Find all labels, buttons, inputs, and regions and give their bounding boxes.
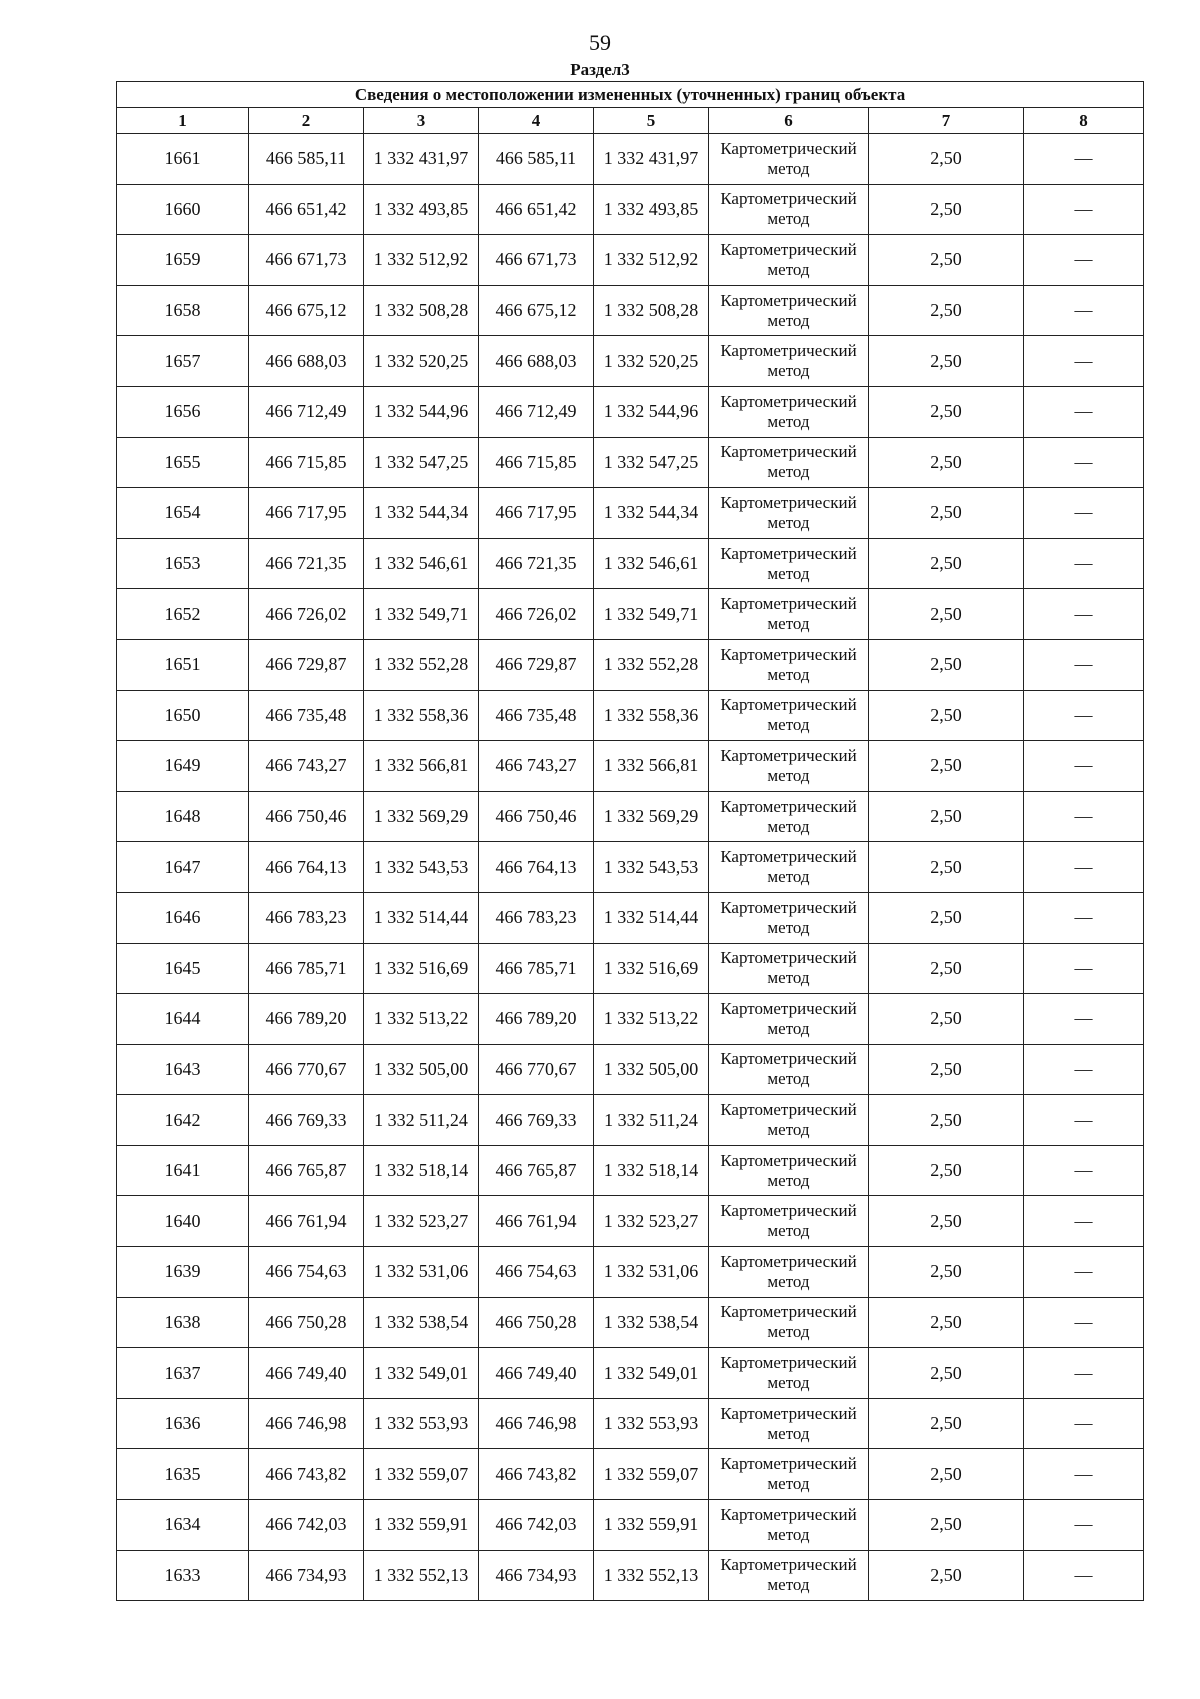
x-existing-cell: 466 726,02 <box>249 589 364 640</box>
table-row <box>117 1196 1144 1247</box>
x-existing-cell: 466 749,40 <box>249 1348 364 1399</box>
y-existing-cell: 1 332 549,01 <box>364 1348 479 1399</box>
y-new-cell: 1 332 559,07 <box>594 1449 709 1500</box>
x-new-cell: 466 785,71 <box>479 943 594 994</box>
table-row <box>117 386 1144 437</box>
table-row <box>117 1550 1144 1601</box>
x-existing-cell: 466 717,95 <box>249 488 364 539</box>
table-row <box>117 1500 1144 1551</box>
description-cell: — <box>1024 1398 1144 1449</box>
column-number: 1 <box>117 108 249 134</box>
accuracy-cell: 2,50 <box>869 1348 1024 1399</box>
x-existing-cell: 466 729,87 <box>249 639 364 690</box>
y-new-cell: 1 332 505,00 <box>594 1044 709 1095</box>
method-cell: Картометрический метод <box>709 285 869 336</box>
point-number-cell: 1656 <box>117 386 249 437</box>
x-new-cell: 466 742,03 <box>479 1500 594 1551</box>
description-cell: — <box>1024 589 1144 640</box>
x-new-cell: 466 671,73 <box>479 235 594 286</box>
table-row <box>117 1348 1144 1399</box>
x-new-cell: 466 754,63 <box>479 1247 594 1298</box>
point-number-cell: 1634 <box>117 1500 249 1551</box>
point-number-cell: 1644 <box>117 994 249 1045</box>
y-existing-cell: 1 332 558,36 <box>364 690 479 741</box>
accuracy-cell: 2,50 <box>869 943 1024 994</box>
point-number-cell: 1657 <box>117 336 249 387</box>
accuracy-cell: 2,50 <box>869 1398 1024 1449</box>
table-row <box>117 336 1144 387</box>
y-existing-cell: 1 332 513,22 <box>364 994 479 1045</box>
x-existing-cell: 466 769,33 <box>249 1095 364 1146</box>
method-cell: Картометрический метод <box>709 1449 869 1500</box>
accuracy-cell: 2,50 <box>869 1044 1024 1095</box>
y-existing-cell: 1 332 549,71 <box>364 589 479 640</box>
table-row <box>117 285 1144 336</box>
y-new-cell: 1 332 508,28 <box>594 285 709 336</box>
x-existing-cell: 466 675,12 <box>249 285 364 336</box>
accuracy-cell: 2,50 <box>869 1297 1024 1348</box>
table-row <box>117 1297 1144 1348</box>
point-number-cell: 1646 <box>117 892 249 943</box>
x-new-cell: 466 750,46 <box>479 791 594 842</box>
y-new-cell: 1 332 547,25 <box>594 437 709 488</box>
y-existing-cell: 1 332 559,07 <box>364 1449 479 1500</box>
y-new-cell: 1 332 511,24 <box>594 1095 709 1146</box>
method-cell: Картометрический метод <box>709 386 869 437</box>
accuracy-cell: 2,50 <box>869 437 1024 488</box>
y-existing-cell: 1 332 493,85 <box>364 184 479 235</box>
x-existing-cell: 466 783,23 <box>249 892 364 943</box>
table-row <box>117 589 1144 640</box>
method-cell: Картометрический метод <box>709 892 869 943</box>
y-new-cell: 1 332 513,22 <box>594 994 709 1045</box>
point-number-cell: 1642 <box>117 1095 249 1146</box>
y-existing-cell: 1 332 566,81 <box>364 741 479 792</box>
y-new-cell: 1 332 538,54 <box>594 1297 709 1348</box>
column-number: 5 <box>594 108 709 134</box>
y-existing-cell: 1 332 516,69 <box>364 943 479 994</box>
accuracy-cell: 2,50 <box>869 184 1024 235</box>
y-existing-cell: 1 332 559,91 <box>364 1500 479 1551</box>
y-new-cell: 1 332 523,27 <box>594 1196 709 1247</box>
x-existing-cell: 466 789,20 <box>249 994 364 1045</box>
x-existing-cell: 466 754,63 <box>249 1247 364 1298</box>
y-existing-cell: 1 332 547,25 <box>364 437 479 488</box>
method-cell: Картометрический метод <box>709 994 869 1045</box>
y-new-cell: 1 332 553,93 <box>594 1398 709 1449</box>
y-existing-cell: 1 332 552,13 <box>364 1550 479 1601</box>
accuracy-cell: 2,50 <box>869 842 1024 893</box>
method-cell: Картометрический метод <box>709 1348 869 1399</box>
table-row <box>117 134 1144 185</box>
table-row <box>117 1095 1144 1146</box>
table-row <box>117 538 1144 589</box>
x-new-cell: 466 729,87 <box>479 639 594 690</box>
table-row <box>117 690 1144 741</box>
accuracy-cell: 2,50 <box>869 1095 1024 1146</box>
table-row <box>117 1145 1144 1196</box>
description-cell: — <box>1024 336 1144 387</box>
x-new-cell: 466 717,95 <box>479 488 594 539</box>
y-new-cell: 1 332 493,85 <box>594 184 709 235</box>
y-existing-cell: 1 332 431,97 <box>364 134 479 185</box>
table-row <box>117 184 1144 235</box>
y-existing-cell: 1 332 553,93 <box>364 1398 479 1449</box>
method-cell: Картометрический метод <box>709 184 869 235</box>
y-existing-cell: 1 332 520,25 <box>364 336 479 387</box>
method-cell: Картометрический метод <box>709 538 869 589</box>
table-row <box>117 1398 1144 1449</box>
point-number-cell: 1659 <box>117 235 249 286</box>
description-cell: — <box>1024 1044 1144 1095</box>
x-new-cell: 466 675,12 <box>479 285 594 336</box>
method-cell: Картометрический метод <box>709 943 869 994</box>
table-row <box>117 1449 1144 1500</box>
method-cell: Картометрический метод <box>709 235 869 286</box>
description-cell: — <box>1024 1348 1144 1399</box>
y-new-cell: 1 332 518,14 <box>594 1145 709 1196</box>
point-number-cell: 1640 <box>117 1196 249 1247</box>
y-existing-cell: 1 332 544,96 <box>364 386 479 437</box>
x-new-cell: 466 735,48 <box>479 690 594 741</box>
x-new-cell: 466 770,67 <box>479 1044 594 1095</box>
table-body <box>117 134 1144 1601</box>
point-number-cell: 1637 <box>117 1348 249 1399</box>
description-cell: — <box>1024 690 1144 741</box>
x-new-cell: 466 734,93 <box>479 1550 594 1601</box>
table-row <box>117 994 1144 1045</box>
method-cell: Картометрический метод <box>709 639 869 690</box>
y-existing-cell: 1 332 508,28 <box>364 285 479 336</box>
method-cell: Картометрический метод <box>709 1500 869 1551</box>
column-number: 3 <box>364 108 479 134</box>
accuracy-cell: 2,50 <box>869 1196 1024 1247</box>
x-existing-cell: 466 764,13 <box>249 842 364 893</box>
accuracy-cell: 2,50 <box>869 488 1024 539</box>
x-new-cell: 466 715,85 <box>479 437 594 488</box>
description-cell: — <box>1024 842 1144 893</box>
column-number: 7 <box>869 108 1024 134</box>
method-cell: Картометрический метод <box>709 1398 869 1449</box>
method-cell: Картометрический метод <box>709 134 869 185</box>
method-cell: Картометрический метод <box>709 1145 869 1196</box>
description-cell: — <box>1024 994 1144 1045</box>
y-existing-cell: 1 332 512,92 <box>364 235 479 286</box>
description-cell: — <box>1024 437 1144 488</box>
accuracy-cell: 2,50 <box>869 235 1024 286</box>
y-new-cell: 1 332 569,29 <box>594 791 709 842</box>
accuracy-cell: 2,50 <box>869 1145 1024 1196</box>
x-new-cell: 466 783,23 <box>479 892 594 943</box>
accuracy-cell: 2,50 <box>869 1500 1024 1551</box>
x-new-cell: 466 750,28 <box>479 1297 594 1348</box>
x-existing-cell: 466 750,46 <box>249 791 364 842</box>
y-existing-cell: 1 332 518,14 <box>364 1145 479 1196</box>
accuracy-cell: 2,50 <box>869 1449 1024 1500</box>
x-existing-cell: 466 743,27 <box>249 741 364 792</box>
point-number-cell: 1648 <box>117 791 249 842</box>
accuracy-cell: 2,50 <box>869 336 1024 387</box>
point-number-cell: 1653 <box>117 538 249 589</box>
accuracy-cell: 2,50 <box>869 791 1024 842</box>
description-cell: — <box>1024 184 1144 235</box>
x-new-cell: 466 749,40 <box>479 1348 594 1399</box>
x-new-cell: 466 764,13 <box>479 842 594 893</box>
x-existing-cell: 466 750,28 <box>249 1297 364 1348</box>
x-existing-cell: 466 585,11 <box>249 134 364 185</box>
y-new-cell: 1 332 559,91 <box>594 1500 709 1551</box>
boundary-coordinates-table <box>116 81 1144 1601</box>
x-new-cell: 466 743,82 <box>479 1449 594 1500</box>
description-cell: — <box>1024 386 1144 437</box>
point-number-cell: 1649 <box>117 741 249 792</box>
x-existing-cell: 466 765,87 <box>249 1145 364 1196</box>
method-cell: Картометрический метод <box>709 488 869 539</box>
y-existing-cell: 1 332 514,44 <box>364 892 479 943</box>
table-row <box>117 437 1144 488</box>
accuracy-cell: 2,50 <box>869 741 1024 792</box>
description-cell: — <box>1024 741 1144 792</box>
y-existing-cell: 1 332 523,27 <box>364 1196 479 1247</box>
x-new-cell: 466 789,20 <box>479 994 594 1045</box>
x-existing-cell: 466 715,85 <box>249 437 364 488</box>
y-existing-cell: 1 332 538,54 <box>364 1297 479 1348</box>
y-new-cell: 1 332 544,34 <box>594 488 709 539</box>
page-number: 59 <box>589 30 611 55</box>
description-cell: — <box>1024 1247 1144 1298</box>
table-row <box>117 943 1144 994</box>
description-cell: — <box>1024 1449 1144 1500</box>
description-cell: — <box>1024 892 1144 943</box>
y-new-cell: 1 332 516,69 <box>594 943 709 994</box>
table-caption-row <box>117 82 1144 108</box>
description-cell: — <box>1024 235 1144 286</box>
x-new-cell: 466 712,49 <box>479 386 594 437</box>
accuracy-cell: 2,50 <box>869 386 1024 437</box>
y-existing-cell: 1 332 505,00 <box>364 1044 479 1095</box>
description-cell: — <box>1024 1145 1144 1196</box>
method-cell: Картометрический метод <box>709 437 869 488</box>
table-row <box>117 235 1144 286</box>
method-cell: Картометрический метод <box>709 741 869 792</box>
y-existing-cell: 1 332 546,61 <box>364 538 479 589</box>
y-existing-cell: 1 332 543,53 <box>364 842 479 893</box>
x-new-cell: 466 761,94 <box>479 1196 594 1247</box>
x-existing-cell: 466 742,03 <box>249 1500 364 1551</box>
section-title: Раздел3 <box>570 60 630 79</box>
x-existing-cell: 466 721,35 <box>249 538 364 589</box>
y-new-cell: 1 332 552,13 <box>594 1550 709 1601</box>
point-number-cell: 1645 <box>117 943 249 994</box>
method-cell: Картометрический метод <box>709 842 869 893</box>
accuracy-cell: 2,50 <box>869 134 1024 185</box>
y-new-cell: 1 332 566,81 <box>594 741 709 792</box>
point-number-cell: 1633 <box>117 1550 249 1601</box>
description-cell: — <box>1024 1196 1144 1247</box>
column-number: 8 <box>1024 108 1144 134</box>
y-new-cell: 1 332 549,01 <box>594 1348 709 1399</box>
x-existing-cell: 466 785,71 <box>249 943 364 994</box>
x-new-cell: 466 688,03 <box>479 336 594 387</box>
description-cell: — <box>1024 488 1144 539</box>
table-caption: Сведения о местоположении измененных (уточненных) границ объекта <box>117 82 1144 108</box>
point-number-cell: 1647 <box>117 842 249 893</box>
point-number-cell: 1660 <box>117 184 249 235</box>
point-number-cell: 1636 <box>117 1398 249 1449</box>
x-existing-cell: 466 746,98 <box>249 1398 364 1449</box>
table-row <box>117 1044 1144 1095</box>
point-number-cell: 1639 <box>117 1247 249 1298</box>
column-number: 6 <box>709 108 869 134</box>
method-cell: Картометрический метод <box>709 791 869 842</box>
y-existing-cell: 1 332 569,29 <box>364 791 479 842</box>
x-existing-cell: 466 712,49 <box>249 386 364 437</box>
description-cell: — <box>1024 1297 1144 1348</box>
accuracy-cell: 2,50 <box>869 690 1024 741</box>
point-number-cell: 1655 <box>117 437 249 488</box>
x-new-cell: 466 726,02 <box>479 589 594 640</box>
method-cell: Картометрический метод <box>709 336 869 387</box>
x-new-cell: 466 585,11 <box>479 134 594 185</box>
accuracy-cell: 2,50 <box>869 994 1024 1045</box>
x-new-cell: 466 743,27 <box>479 741 594 792</box>
description-cell: — <box>1024 1550 1144 1601</box>
x-existing-cell: 466 761,94 <box>249 1196 364 1247</box>
column-number: 4 <box>479 108 594 134</box>
accuracy-cell: 2,50 <box>869 589 1024 640</box>
x-existing-cell: 466 734,93 <box>249 1550 364 1601</box>
accuracy-cell: 2,50 <box>869 285 1024 336</box>
description-cell: — <box>1024 791 1144 842</box>
point-number-cell: 1635 <box>117 1449 249 1500</box>
y-new-cell: 1 332 546,61 <box>594 538 709 589</box>
description-cell: — <box>1024 1500 1144 1551</box>
point-number-cell: 1654 <box>117 488 249 539</box>
y-new-cell: 1 332 512,92 <box>594 235 709 286</box>
y-new-cell: 1 332 549,71 <box>594 589 709 640</box>
method-cell: Картометрический метод <box>709 690 869 741</box>
table-row <box>117 639 1144 690</box>
y-existing-cell: 1 332 544,34 <box>364 488 479 539</box>
column-number-row <box>117 108 1144 134</box>
column-number: 2 <box>249 108 364 134</box>
description-cell: — <box>1024 639 1144 690</box>
point-number-cell: 1641 <box>117 1145 249 1196</box>
method-cell: Картометрический метод <box>709 1196 869 1247</box>
method-cell: Картометрический метод <box>709 1247 869 1298</box>
accuracy-cell: 2,50 <box>869 1550 1024 1601</box>
point-number-cell: 1643 <box>117 1044 249 1095</box>
x-existing-cell: 466 770,67 <box>249 1044 364 1095</box>
x-new-cell: 466 769,33 <box>479 1095 594 1146</box>
accuracy-cell: 2,50 <box>869 1247 1024 1298</box>
description-cell: — <box>1024 285 1144 336</box>
y-existing-cell: 1 332 531,06 <box>364 1247 479 1298</box>
table-row <box>117 892 1144 943</box>
method-cell: Картометрический метод <box>709 1297 869 1348</box>
x-new-cell: 466 765,87 <box>479 1145 594 1196</box>
description-cell: — <box>1024 538 1144 589</box>
y-new-cell: 1 332 431,97 <box>594 134 709 185</box>
y-new-cell: 1 332 558,36 <box>594 690 709 741</box>
x-new-cell: 466 746,98 <box>479 1398 594 1449</box>
description-cell: — <box>1024 134 1144 185</box>
point-number-cell: 1658 <box>117 285 249 336</box>
table-row <box>117 488 1144 539</box>
method-cell: Картометрический метод <box>709 1550 869 1601</box>
y-new-cell: 1 332 552,28 <box>594 639 709 690</box>
table-row <box>117 741 1144 792</box>
y-existing-cell: 1 332 511,24 <box>364 1095 479 1146</box>
x-existing-cell: 466 688,03 <box>249 336 364 387</box>
y-new-cell: 1 332 544,96 <box>594 386 709 437</box>
method-cell: Картометрический метод <box>709 589 869 640</box>
point-number-cell: 1661 <box>117 134 249 185</box>
x-existing-cell: 466 743,82 <box>249 1449 364 1500</box>
y-new-cell: 1 332 520,25 <box>594 336 709 387</box>
point-number-cell: 1651 <box>117 639 249 690</box>
y-new-cell: 1 332 531,06 <box>594 1247 709 1298</box>
method-cell: Картометрический метод <box>709 1095 869 1146</box>
table-row <box>117 1247 1144 1298</box>
accuracy-cell: 2,50 <box>869 892 1024 943</box>
x-existing-cell: 466 651,42 <box>249 184 364 235</box>
method-cell: Картометрический метод <box>709 1044 869 1095</box>
point-number-cell: 1650 <box>117 690 249 741</box>
table-row <box>117 842 1144 893</box>
x-new-cell: 466 721,35 <box>479 538 594 589</box>
table-row <box>117 791 1144 842</box>
x-new-cell: 466 651,42 <box>479 184 594 235</box>
accuracy-cell: 2,50 <box>869 639 1024 690</box>
point-number-cell: 1638 <box>117 1297 249 1348</box>
y-new-cell: 1 332 543,53 <box>594 842 709 893</box>
description-cell: — <box>1024 1095 1144 1146</box>
description-cell: — <box>1024 943 1144 994</box>
x-existing-cell: 466 735,48 <box>249 690 364 741</box>
y-existing-cell: 1 332 552,28 <box>364 639 479 690</box>
point-number-cell: 1652 <box>117 589 249 640</box>
accuracy-cell: 2,50 <box>869 538 1024 589</box>
y-new-cell: 1 332 514,44 <box>594 892 709 943</box>
x-existing-cell: 466 671,73 <box>249 235 364 286</box>
